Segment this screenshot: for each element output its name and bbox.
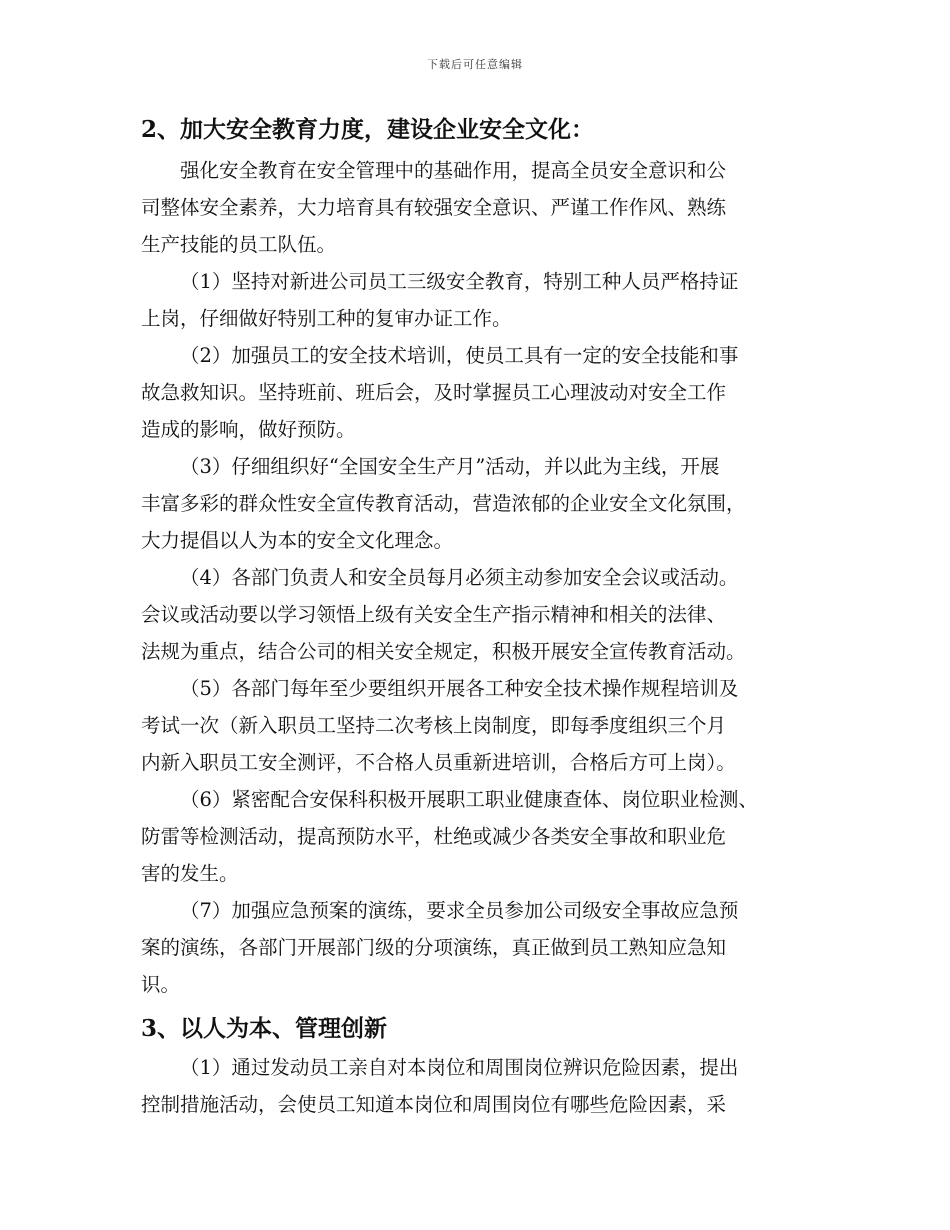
paragraph (141, 263, 821, 337)
document-body (141, 112, 821, 1123)
paragraph-line: 生产技能的员工队伍。 (141, 233, 337, 256)
paragraph-line: （1）坚持对新进公司员工三级安全教育，特别工种人员严格持证 (180, 270, 739, 293)
paragraph-line: 识。 (141, 973, 181, 996)
paragraph (141, 781, 821, 892)
paragraph-line: （2）加强员工的安全技术培训，使员工具有一定的安全技能和事 (180, 344, 739, 367)
paragraph-line: 丰富多彩的群众性安全宣传教育活动，营造浓郁的企业安全文化氛围， (141, 492, 746, 515)
section-heading: 2、加大安全教育力度，建设企业安全文化： (141, 116, 595, 143)
paragraph-line: 防雷等检测活动，提高预防水平，杜绝或减少各类安全事故和职业危 (141, 825, 727, 848)
paragraph-line: 强化安全教育在安全管理中的基础作用，提高全员安全意识和公 (180, 159, 727, 182)
page-header: 下载后可任意编辑 (427, 58, 523, 71)
paragraph-line: 会议或活动要以学习领悟上级有关安全生产指示精神和相关的法律、 (141, 603, 727, 626)
paragraph-line: 造成的影响，做好预防。 (141, 418, 356, 441)
section-body (141, 1049, 821, 1123)
paragraph-line: 上岗，仔细做好特别工种的复审办证工作。 (141, 307, 512, 330)
paragraph (141, 152, 821, 263)
paragraph-line: （4）各部门负责人和安全员每月必须主动参加安全会议或活动。 (180, 566, 739, 589)
paragraph-line: 内新入职员工安全测评，不合格人员重新进培训，合格后方可上岗）。 (141, 751, 736, 774)
paragraph-line: 故急救知识。坚持班前、班后会，及时掌握员工心理波动对安全工作 (141, 381, 727, 404)
paragraph-line: 法规为重点，结合公司的相关安全规定，积极开展安全宣传教育活动。 (141, 640, 746, 663)
paragraph (141, 559, 821, 670)
paragraph-line: （7）加强应急预案的演练，要求全员参加公司级安全事故应急预 (180, 899, 739, 922)
section-heading: 3、以人为本、管理创新 (141, 1015, 388, 1042)
paragraph (141, 448, 821, 559)
paragraph-line: （1）通过发动员工亲自对本岗位和周围岗位辨识危险因素，提出 (180, 1056, 739, 1079)
paragraph-line: 大力提倡以人为本的安全文化理念。 (141, 529, 454, 552)
paragraph (141, 337, 821, 448)
paragraph (141, 670, 821, 781)
paragraph (141, 892, 821, 1003)
paragraph-line: （6）紧密配合安保科积极开展职工职业健康查体、岗位职业检测、 (180, 788, 758, 811)
paragraph-line: 司整体安全素养，大力培育具有较强安全意识、严谨工作作风、熟练 (141, 196, 727, 219)
paragraph-line: （5）各部门每年至少要组织开展各工种安全技术操作规程培训及 (180, 677, 739, 700)
paragraph-line: （3）仔细组织好“全国安全生产月”活动，并以此为主线，开展 (180, 455, 720, 478)
paragraph-line: 考试一次（新入职员工坚持二次考核上岗制度，即每季度组织三个月 (141, 714, 727, 737)
paragraph-line: 害的发生。 (141, 862, 239, 885)
section-body (141, 152, 821, 1003)
paragraph-line: 控制措施活动，会使员工知道本岗位和周围岗位有哪些危险因素，采 (141, 1093, 727, 1116)
paragraph (141, 1049, 821, 1123)
paragraph-line: 案的演练，各部门开展部门级的分项演练，真正做到员工熟知应急知 (141, 936, 727, 959)
